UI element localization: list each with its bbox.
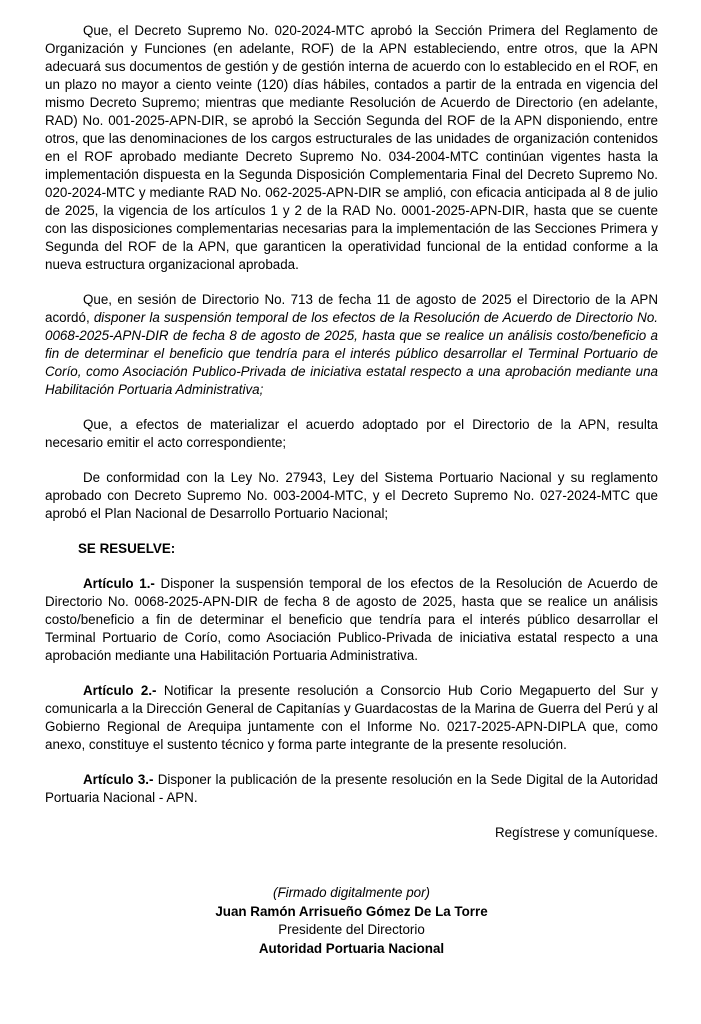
articulo-2-label: Artículo 2.- (83, 683, 157, 698)
signer-role: Presidente del Directorio (278, 922, 425, 937)
paragraph-articulo-3 (45, 771, 658, 807)
signer-name: Juan Ramón Arrisueño Gómez De La Torre (215, 903, 488, 919)
resolve-heading: SE RESUELVE: (78, 541, 176, 556)
signer-institution: Autoridad Portuaria Nacional (258, 940, 445, 956)
considerando-3-text: Que, a efectos de materializar el acuerdo adoptado por el Directorio de la APN, resulta necesario emitir el acto correspondiente; (45, 417, 658, 450)
signature-block (45, 884, 658, 958)
articulo-2-text: Notificar la presente resolución a Consorcio Hub Corio Megapuerto del Sur y comunicarla a la Dirección General de Capitanías y Guardacostas de la Marina de Guerra del Perú y al Gobierno Regional de Arequipa juntamente con el Informe No. 0217-2025-APN-DIPLA que, como anexo, constituye el sustento técnico y forma parte integrante de la presente resolución. (45, 683, 658, 752)
considerando-1-text: Que, el Decreto Supremo No. 020-2024-MTC aprobó la Sección Primera del Reglamento de Organización y Funciones (en adelante, ROF) de la APN estableciendo, entre otros, que la APN adecuará sus documentos de gestión y de gestión interna de acuerdo con lo establecido en el ROF, en un plazo no mayor a ciento veinte (120) días hábiles, contados a partir de la entrada en vigencia del mismo Decreto Supremo; mientras que mediante Resolución de Acuerdo de Directorio (en adelante, RAD) No. 001-2025-APN-DIR, se aprobó la Sección Segunda del ROF de la APN disponiendo, entre otros, que las denominaciones de los cargos estructurales de las unidades de organización contenidos en el ROF aprobado mediante Decreto Supremo No. 034-2004-MTC continúan vigentes hasta la implementación dispuesta en la Segunda Disposición Complementaria Final del Decreto Supremo No. 020-2024-MTC y mediante RAD No. 062-2025-APN-DIR se amplió, con eficacia anticipada al 8 de julio de 2025, la vigencia de los artículos 1 y 2 de la RAD No. 0001-2025-APN-DIR, hasta que se cuente con las disposiciones complementarias necesarias para la implementación de las Secciones Primera y Segunda del ROF de la APN, que garanticen la operatividad funcional de la entidad conforme a la nueva estructura organizacional aprobada. (45, 23, 658, 272)
digital-signature-note: (Firmado digitalmente por) (272, 885, 431, 900)
paragraph-articulo-2 (45, 682, 658, 754)
paragraph-articulo-1 (45, 575, 658, 665)
articulo-3-text: Disponer la publicación de la presente resolución en la Sede Digital de la Autoridad Portuaria Nacional - APN. (45, 772, 659, 805)
articulo-3-label: Artículo 3.- (83, 772, 154, 787)
paragraph-considerando-2 (45, 291, 658, 399)
document-body (45, 22, 658, 958)
articulo-1-label: Artículo 1.- (83, 576, 155, 591)
considerando-4-text: De conformidad con la Ley No. 27943, Ley del Sistema Portuario Nacional y su reglamento aprobado con Decreto Supremo No. 003-2004-MTC, y el Decreto Supremo No. 027-2024-MTC que aprobó el Plan Nacional de Desarrollo Portuario Nacional; (45, 470, 658, 521)
closing-formula: Regístrese y comuníquese. (494, 825, 658, 840)
articulo-1-text: Disponer la suspensión temporal de los efectos de la Resolución de Acuerdo de Directorio No. 0068-2025-APN-DIR de fecha 8 de agosto de 2025, hasta que se realice un análisis costo/beneficio a fin de determinar el beneficio que tendría para el interés público desarrollar el Terminal Portuario de Corío, como Asociación Publico-Privada de iniciativa estatal respecto a una aprobación mediante una Habilitación Portuaria Administrativa. (45, 576, 658, 663)
considerando-2-lead: Que, en sesión de Directorio No. 713 de fecha 11 de agosto de 2025 el Directorio de la APN acordó, (45, 292, 658, 325)
paragraph-considerando-4 (45, 469, 658, 523)
paragraph-considerando-1 (45, 22, 658, 274)
considerando-2-italic-quote: disponer la suspensión temporal de los efectos de la Resolución de Acuerdo de Directorio No. 0068-2025-APN-DIR de fecha 8 de agosto de 2025, hasta que se realice un análisis costo/beneficio a fin de determinar el beneficio que tendría para el interés público desarrollar el Terminal Portuario de Corío, como Asociación Publico-Privada de iniciativa estatal respecto a una aprobación mediante una Habilitación Portuaria Administrativa; (45, 310, 658, 397)
paragraph-considerando-3 (45, 416, 658, 452)
